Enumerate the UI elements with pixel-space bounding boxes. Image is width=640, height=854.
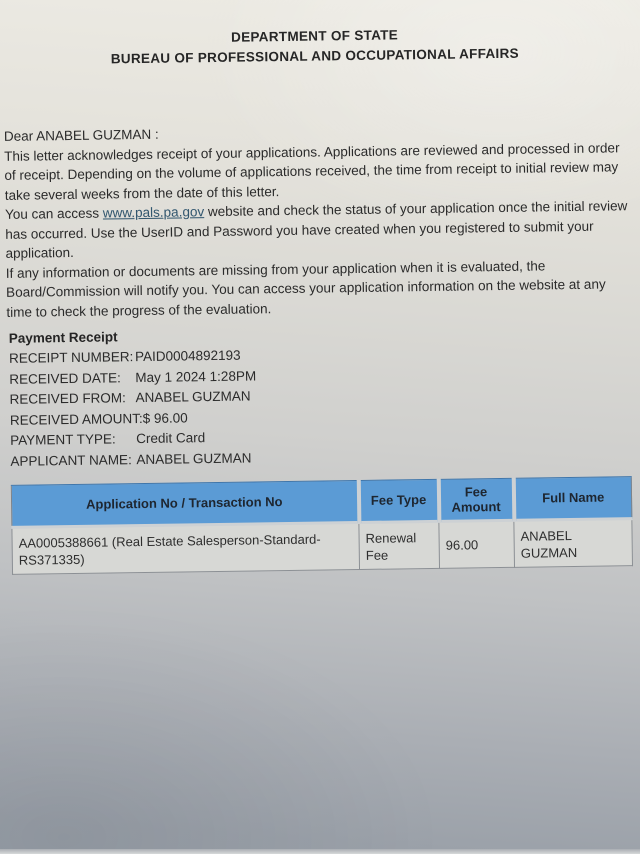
field-value: May 1 2024 1:28PM (135, 367, 257, 385)
field-value: PAID0004892193 (134, 347, 241, 365)
table-header-fee-type: Fee Type (358, 479, 439, 522)
field-label: RECEIPT NUMBER: (8, 349, 134, 366)
table-header-fee-amount: Fee Amount (438, 478, 514, 521)
cell-full-name: ANABEL GUZMAN (514, 519, 633, 568)
paragraph-website-pre: You can access (4, 205, 103, 222)
paragraph-missing-info: If any information or documents are missing from your application when it is evaluated, the Board/Commission will notify you. You can access your application information on the website at any time to check the progress of the evaluation. (5, 257, 606, 320)
field-label: RECEIVED DATE: (9, 369, 121, 387)
fee-table-container (11, 476, 632, 575)
cell-fee-amount: 96.00 (439, 520, 515, 568)
doc-title-line1: DEPARTMENT OF STATE (230, 27, 399, 45)
cell-fee-type: Renewal Fee (359, 521, 440, 569)
field-value: $ 96.00 (142, 409, 188, 426)
fee-table (11, 476, 633, 575)
paper-bottom-edge (0, 849, 640, 854)
document-header (0, 0, 635, 71)
table-header-full-name: Full Name (513, 477, 632, 521)
field-value: Credit Card (136, 430, 206, 447)
paragraph-website-post: website and check the status of your application once the initial review has occurred. Use the UserID and Password you have created when you registered to submit your application. (5, 198, 628, 261)
payment-receipt-fields (9, 340, 640, 472)
field-label: APPLICANT NAME: (10, 451, 132, 469)
letter-body (4, 118, 631, 322)
field-label: RECEIVED AMOUNT: (9, 410, 143, 428)
paragraph-website (5, 196, 630, 263)
field-value: ANABEL GUZMAN (135, 388, 251, 406)
doc-title-line2: BUREAU OF PROFESSIONAL AND OCCUPATIONAL AFFAIRS (110, 45, 519, 67)
fee-table-row (12, 519, 633, 575)
paragraph-applications: This letter acknowledges receipt of your applications. Applications are reviewed and processed in order of receipt. Depending on the volume of applications received, the time from receipt to initial review may take several weeks from the date of this letter. (4, 139, 620, 203)
payment-receipt-title: Payment Receipt (8, 329, 118, 346)
field-label: RECEIVED FROM: (9, 390, 126, 407)
salutation: Dear ANABEL GUZMAN : (3, 126, 159, 144)
cell-application-no: AA0005388661 (Real Estate Salesperson-Standard-RS371335) (12, 522, 360, 574)
field-label: PAYMENT TYPE: (10, 431, 116, 448)
field-value: ANABEL GUZMAN (136, 449, 252, 467)
pals-website-link[interactable]: www.pals.pa.gov (102, 204, 205, 221)
table-header-application-no: Application No / Transaction No (11, 481, 359, 528)
